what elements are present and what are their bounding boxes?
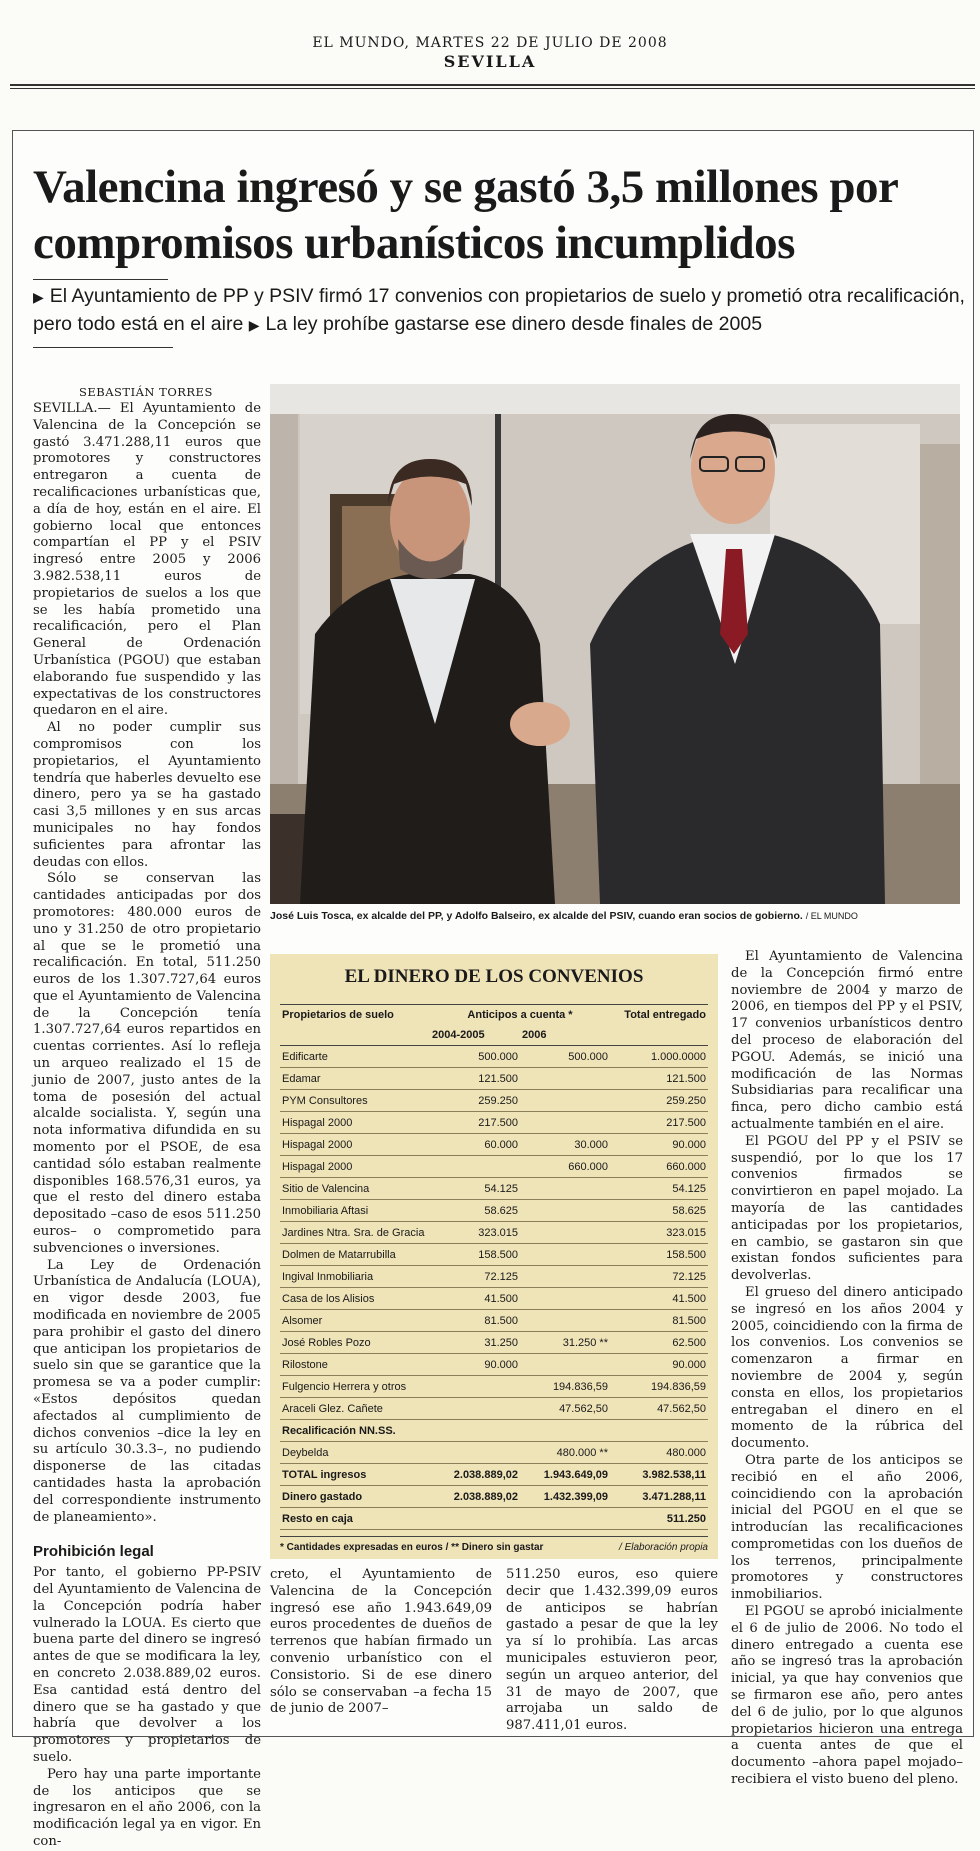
paragraph: Al no poder cumplir sus compromisos con los propietarios, el Ayuntamiento tendría que haberles devuelto ese dinero, pero ya se ha gastado casi 3,5 millones y en sus arcas municipales no hay fondos suficientes para afrontar las deudas con ellos. xyxy=(33,720,261,870)
section-row xyxy=(280,1420,708,1442)
table-row xyxy=(280,1464,708,1486)
amount-cell: 217.500 xyxy=(430,1112,520,1134)
amount-cell: 90.000 xyxy=(610,1354,708,1376)
owner-cell: Dinero gastado xyxy=(280,1486,430,1508)
owner-cell: Inmobiliaria Aftasi xyxy=(280,1200,430,1222)
photo-credit: / EL MUNDO xyxy=(805,911,858,921)
amount-cell: 30.000 xyxy=(520,1134,610,1156)
amount-cell: 3.471.288,11 xyxy=(610,1486,708,1508)
column-2 xyxy=(270,1567,492,1718)
section-name: SEVILLA xyxy=(443,52,537,71)
amount-cell xyxy=(520,1310,610,1332)
owner-cell: Rilostone xyxy=(280,1354,430,1376)
amount-cell: 90.000 xyxy=(430,1354,520,1376)
table-row xyxy=(280,1068,708,1090)
page-header xyxy=(0,34,980,72)
amount-cell: 480.000 ** xyxy=(520,1442,610,1464)
header-year-2006: 2006 xyxy=(520,1025,610,1046)
amount-cell: 194.836,59 xyxy=(610,1376,708,1398)
amount-cell xyxy=(430,1376,520,1398)
subhead-rule xyxy=(33,347,173,348)
column-3 xyxy=(506,1567,718,1735)
amount-cell: 31.250 xyxy=(430,1332,520,1354)
owner-cell: Alsomer xyxy=(280,1310,430,1332)
paragraph: La Ley de Ordenación Urbanística de Andalucía (LOUA), en vigor desde 2003, fue modificada en noviembre de 2005 para prohibir el gasto del dinero que anticipan los propietarios de suelo sin que se garantice que la promesa se va a poder cumplir: «Estos depósitos quedan afectados al cumplimiento de dichos convenios –dice la ley en su artículo 30.3.3–, no pudiendo disponerse de las citadas cantidades hasta la aprobación del correspondiente instrumento de planeamiento». xyxy=(33,1257,261,1525)
amount-cell: 81.500 xyxy=(610,1310,708,1332)
owner-cell: Resto en caja xyxy=(280,1508,430,1530)
header-rule-thin xyxy=(10,88,975,89)
paragraph: Por tanto, el gobierno PP-PSIV del Ayuntamiento de Valencina de la Concepción podría haber vulnerado la LOUA. Es cierto que buena parte del dinero se ingresó antes de que se modificara la ley, en concreto 2.038.889,02 euros. Esa cantidad está dentro del dinero que se ha gastado y que habría que devolver a los promotores y propietarios de suelo. xyxy=(33,1565,261,1765)
amount-cell: 47.562,50 xyxy=(610,1398,708,1420)
table-row xyxy=(280,1134,708,1156)
amount-cell xyxy=(520,1222,610,1244)
amount-cell: 511.250 xyxy=(610,1508,708,1530)
amount-cell: 54.125 xyxy=(430,1178,520,1200)
amount-cell: 62.500 xyxy=(610,1332,708,1354)
amount-cell: 1.000.0000 xyxy=(610,1046,708,1068)
paragraph: 511.250 euros, eso quiere decir que 1.432.399,09 euros de anticipos se habrían gastado a pesar de que la ley ya sí lo prohibía. Las arcas municipales estuvieron peor, según un arqueo anterior, del 31 de mayo de 2007, que arrojaba un saldo de 987.411,01 euros. xyxy=(506,1567,718,1734)
header-rule xyxy=(10,84,975,86)
caption-text: José Luis Tosca, ex alcalde del PP, y Adolfo Balseiro, ex alcalde del PSIV, cuando eran socios de gobierno. xyxy=(270,910,803,922)
amount-cell: 3.982.538,11 xyxy=(610,1464,708,1486)
owner-cell: José Robles Pozo xyxy=(280,1332,430,1354)
table-row xyxy=(280,1376,708,1398)
owner-cell: PYM Consultores xyxy=(280,1090,430,1112)
owner-cell: Edificarte xyxy=(280,1046,430,1068)
owner-cell: Hispagal 2000 xyxy=(280,1156,430,1178)
owner-cell: Hispagal 2000 xyxy=(280,1112,430,1134)
amount-cell: 72.125 xyxy=(610,1266,708,1288)
table-row xyxy=(280,1090,708,1112)
owner-cell: Araceli Glez. Cañete xyxy=(280,1398,430,1420)
table-body xyxy=(280,1046,708,1530)
article xyxy=(12,130,974,1849)
table-footnote: * Cantidades expresadas en euros / ** Dinero sin gastar xyxy=(280,1542,544,1553)
paragraph: SEVILLA.— El Ayuntamiento de Valencina de la Concepción se gastó 3.471.288,11 euros que promotores y constructores entregaron a cuenta de recalificaciones urbanísticas que, a día de hoy, están en el aire. El gobierno local que entonces compartían el PP y el PSIV ingresó entre 2005 y 2006 3.982.538,11 euros de propietarios de suelos a los que se les había prometido una recalificación, pero el Plan General de Ordenación Urbanística (PGOU) que estaban elaborando fue suspendido y las expectativas de los constructores quedaron en el aire. xyxy=(33,401,261,719)
amount-cell: 660.000 xyxy=(520,1156,610,1178)
amount-cell: 158.500 xyxy=(430,1244,520,1266)
amount-cell: 121.500 xyxy=(610,1068,708,1090)
amount-cell: 217.500 xyxy=(610,1112,708,1134)
owner-cell: Hispagal 2000 xyxy=(280,1134,430,1156)
photo-illustration xyxy=(270,384,960,904)
table-note xyxy=(280,1536,708,1553)
amount-cell: 500.000 xyxy=(520,1046,610,1068)
amount-cell xyxy=(520,1200,610,1222)
amount-cell: 47.562,50 xyxy=(520,1398,610,1420)
amount-cell: 323.015 xyxy=(610,1222,708,1244)
table-row xyxy=(280,1508,708,1530)
amount-cell: 60.000 xyxy=(430,1134,520,1156)
newspaper-date: EL MUNDO, MARTES 22 DE JULIO DE 2008 xyxy=(312,35,668,51)
header-total: Total entregado xyxy=(624,1009,706,1021)
table-row xyxy=(280,1398,708,1420)
owner-cell: Sitio de Valencina xyxy=(280,1178,430,1200)
recalificacion-label: Recalificación NN.SS. xyxy=(280,1420,708,1442)
amount-cell: 500.000 xyxy=(430,1046,520,1068)
amount-cell: 58.625 xyxy=(430,1200,520,1222)
header-anticipos: Anticipos a cuenta * xyxy=(467,1009,573,1021)
amount-cell: 2.038.889,02 xyxy=(430,1486,520,1508)
amount-cell xyxy=(520,1068,610,1090)
owner-cell: Jardines Ntra. Sra. de Gracia xyxy=(280,1222,430,1244)
amount-cell xyxy=(430,1156,520,1178)
amount-cell: 58.625 xyxy=(610,1200,708,1222)
amount-cell xyxy=(520,1112,610,1134)
owner-cell: Ingival Inmobiliaria xyxy=(280,1266,430,1288)
amount-cell xyxy=(520,1354,610,1376)
owner-cell: TOTAL ingresos xyxy=(280,1464,430,1486)
header-owner: Propietarios de suelo xyxy=(282,1009,394,1021)
table-row xyxy=(280,1200,708,1222)
amount-cell: 660.000 xyxy=(610,1156,708,1178)
amount-cell: 1.432.399,09 xyxy=(520,1486,610,1508)
amount-cell xyxy=(520,1266,610,1288)
amount-cell xyxy=(520,1178,610,1200)
amount-cell: 81.500 xyxy=(430,1310,520,1332)
table-row xyxy=(280,1332,708,1354)
paragraph: Otra parte de los anticipos se recibió en el año 2006, coincidiendo con la aprobación inicial del PGOU en el que se introducían las recalificaciones comprometidas con los dueños de los terrenos, principalmente promotores y constructores inmobiliarios. xyxy=(731,1452,963,1603)
table-title: EL DINERO DE LOS CONVENIOS xyxy=(280,954,708,1005)
subheadline xyxy=(33,283,968,339)
table-row xyxy=(280,1156,708,1178)
headline-rule xyxy=(33,279,168,280)
amount-cell: 480.000 xyxy=(610,1442,708,1464)
amount-cell xyxy=(520,1288,610,1310)
amount-cell: 121.500 xyxy=(430,1068,520,1090)
amount-cell: 72.125 xyxy=(430,1266,520,1288)
amount-cell: 54.125 xyxy=(610,1178,708,1200)
amount-cell xyxy=(430,1442,520,1464)
table-source: / Elaboración propia xyxy=(619,1542,708,1553)
owner-cell: Deybelda xyxy=(280,1442,430,1464)
amount-cell: 259.250 xyxy=(610,1090,708,1112)
paragraph: Sólo se conservan las cantidades anticipadas por dos promotores: 480.000 euros de uno y 31.250 de otro propietario al que se le prometió una recalificación. En total, 511.250 euros de los 1.307.727,64 euros que el Ayuntamiento de Valencina de la Concepción tenía 1.307.727,64 euros repartidos en cuentas corrientes. Así lo refleja un arqueo realizado el 15 de junio de 2007, justo antes de la toma de posesión del actual alcalde socialista. Y, según una nota informativa difundida en su momento por el PSOE, de esa cantidad sólo estaban realmente disponibles 168.576,31 euros, ya que el resto del dinero estaba depositado –caso de esos 511.250 euros– o comprometido para subvenciones o inversiones. xyxy=(33,871,261,1256)
amount-cell: 2.038.889,02 xyxy=(430,1464,520,1486)
data-table-box xyxy=(270,954,718,1559)
table-row xyxy=(280,1244,708,1266)
header-year-2004-2005: 2004-2005 xyxy=(430,1025,520,1046)
amount-cell xyxy=(520,1244,610,1266)
amount-cell xyxy=(430,1508,520,1530)
paragraph: creto, el Ayuntamiento de Valencina de la Concepción ingresó ese año 1.943.649,09 euros procedentes de dueños de terrenos que habían firmado un convenio urbanístico con el Consistorio. Si de ese dinero sólo se conservaban –a fecha 15 de junio de 2007– xyxy=(270,1567,492,1717)
paragraph: El Ayuntamiento de Valencina de la Concepción firmó entre noviembre de 2004 y marzo de 2006, en tiempos del PP y el PSIV, 17 convenios urbanísticos dentro del proceso de elaboración del PGOU. Además, se inició una modificación de las Normas Subsidiarias para recalificar una finca, pero dicho cambio está actualmente también en el aire. xyxy=(731,949,963,1132)
table-row xyxy=(280,1288,708,1310)
triangle-bullet-icon: ▶ xyxy=(248,317,260,333)
table-row xyxy=(280,1354,708,1376)
photo xyxy=(270,384,960,904)
byline: SEBASTIÁN TORRES xyxy=(79,385,213,399)
table-row xyxy=(280,1222,708,1244)
table-row xyxy=(280,1046,708,1068)
owner-cell: Edamar xyxy=(280,1068,430,1090)
amount-cell: 31.250 ** xyxy=(520,1332,610,1354)
amount-cell xyxy=(520,1090,610,1112)
paragraph: El PGOU del PP y el PSIV se suspendió, por lo que los 17 convenios firmados se convirtieron en papel mojado. La mayoría de las cantidades anticipadas por los propietarios, en cambio, se gastaron sin que existan fondos suficientes para devolverlas. xyxy=(731,1133,963,1284)
paragraph: Pero hay una parte importante de los anticipos que se ingresaron en el año 2006, con la modificación legal ya en vigor. En con- xyxy=(33,1766,261,1849)
amount-cell xyxy=(430,1398,520,1420)
amount-cell: 90.000 xyxy=(610,1134,708,1156)
table-row xyxy=(280,1310,708,1332)
paragraph: El PGOU se aprobó inicialmente el 6 de julio de 2006. No todo el dinero entregado a cuenta ese año se ingresó tras la aprobación inicial, ya que hay convenios que se firmaron ese año, pero antes del 6 de julio, por lo que algunos propietarios hicieron una entrega a cuenta antes de que el documento –ahora papel mojado– recibiera el visto bueno del pleno. xyxy=(731,1604,963,1788)
table-row xyxy=(280,1178,708,1200)
column-4 xyxy=(731,949,963,1789)
amount-cell: 158.500 xyxy=(610,1244,708,1266)
subhead-part1: El Ayuntamiento de PP y PSIV firmó 17 convenios con propietarios de suelo y prometió otra recalificación, pero todo está en el aire xyxy=(33,285,965,335)
triangle-bullet-icon: ▶ xyxy=(33,289,44,305)
table-row xyxy=(280,1266,708,1288)
amount-cell: 323.015 xyxy=(430,1222,520,1244)
table-row xyxy=(280,1486,708,1508)
amount-cell: 194.836,59 xyxy=(520,1376,610,1398)
headline: Valencina ingresó y se gastó 3,5 millones por compromisos urbanísticos incumplidos xyxy=(33,161,898,269)
owner-cell: Dolmen de Matarrubilla xyxy=(280,1244,430,1266)
subhead-part2: La ley prohíbe gastarse ese dinero desde finales de 2005 xyxy=(265,313,763,335)
amount-cell: 259.250 xyxy=(430,1090,520,1112)
section-subtitle: Prohibición legal xyxy=(33,1543,154,1561)
amount-cell: 41.500 xyxy=(610,1288,708,1310)
owner-cell: Fulgencio Herrera y otros xyxy=(280,1376,430,1398)
amount-cell xyxy=(520,1508,610,1530)
owner-cell: Casa de los Alisios xyxy=(280,1288,430,1310)
table-row xyxy=(280,1442,708,1464)
amount-cell: 1.943.649,09 xyxy=(520,1464,610,1486)
paragraph: El grueso del dinero anticipado se ingresó en los años 2004 y 2005, coincidiendo con la firma de los convenios. Los convenios se comenzaron a firmar en noviembre de 2004 y, según consta en ellos, los propietarios entregaban el dinero en el momento de la rúbrica del documento. xyxy=(731,1284,963,1452)
column-1 xyxy=(33,401,261,1851)
photo-caption xyxy=(270,910,960,922)
amount-cell: 41.500 xyxy=(430,1288,520,1310)
table-row xyxy=(280,1112,708,1134)
convenios-table xyxy=(280,1005,708,1530)
